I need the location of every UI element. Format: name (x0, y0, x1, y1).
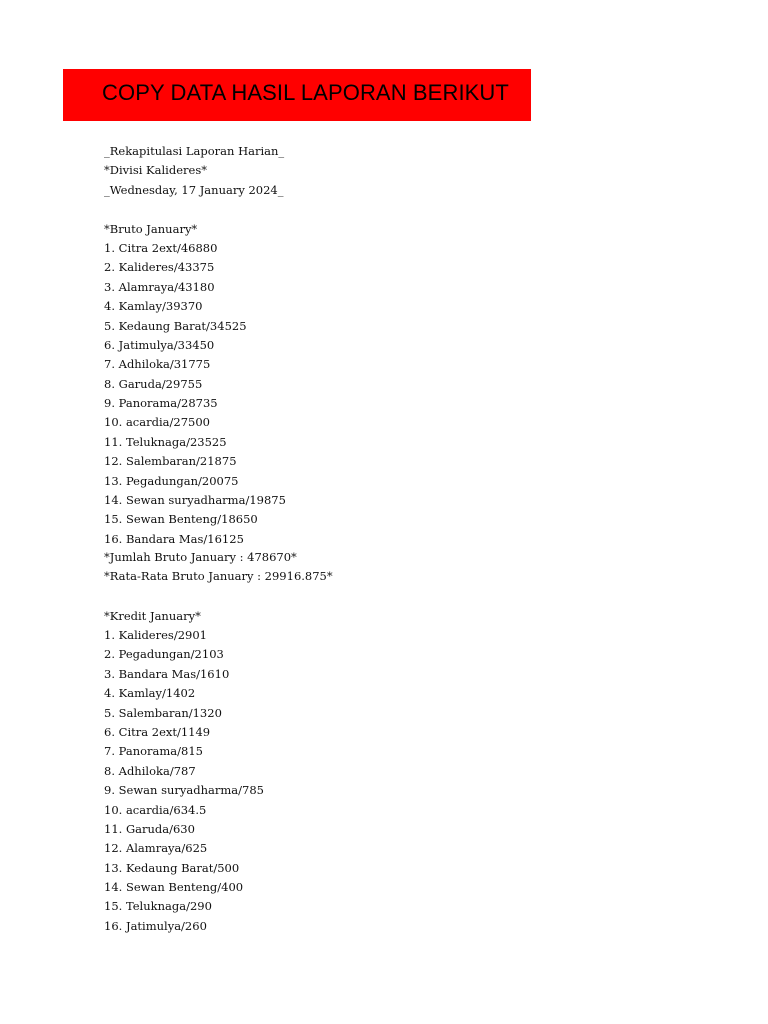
list-item (104, 645, 664, 664)
item-text: Sewan suryadharma/785 (118, 783, 264, 798)
item-number: 9. (104, 396, 115, 411)
item-number: 13. (104, 860, 123, 875)
item-number: 4. (104, 299, 115, 314)
item-text: Panorama/28735 (118, 396, 218, 411)
item-number: 10. (104, 802, 123, 817)
item-number: 6. (104, 724, 115, 739)
kredit-list (104, 626, 664, 936)
list-item (104, 781, 664, 800)
list-item (104, 239, 664, 258)
item-number: 12. (104, 454, 123, 469)
item-text: Kedaung Barat/34525 (118, 318, 247, 333)
spacer (104, 587, 664, 606)
item-number: 15. (104, 899, 123, 914)
list-item (104, 897, 664, 916)
item-text: Bandara Mas/1610 (118, 666, 230, 681)
list-item (104, 394, 664, 413)
list-item (104, 742, 664, 761)
item-text: Garuda/29755 (118, 376, 203, 391)
item-text: Kalideres/43375 (118, 260, 215, 275)
bruto-list (104, 239, 664, 549)
item-number: 16. (104, 918, 123, 933)
list-item (104, 626, 664, 645)
list-item (104, 762, 664, 781)
kredit-heading: *Kredit January* (104, 608, 201, 623)
list-item (104, 336, 664, 355)
item-number: 14. (104, 880, 123, 895)
item-number: 3. (104, 666, 115, 681)
banner-title: COPY DATA HASIL LAPORAN BERIKUT (102, 80, 509, 105)
item-text: Kalideres/2901 (118, 627, 207, 642)
item-number: 7. (104, 744, 115, 759)
list-item (104, 452, 664, 471)
report-body (104, 142, 664, 936)
item-text: Bandara Mas/16125 (125, 531, 244, 546)
item-text: Kamlay/39370 (118, 299, 203, 314)
list-item (104, 472, 664, 491)
bruto-average: *Rata-Rata Bruto January : 29916.875* (104, 569, 333, 584)
list-item (104, 684, 664, 703)
bruto-total: *Jumlah Bruto January : 478670* (104, 550, 297, 565)
item-number: 2. (104, 260, 115, 275)
item-number: 6. (104, 337, 115, 352)
list-item (104, 665, 664, 684)
item-text: Citra 2ext/46880 (118, 240, 218, 255)
report-title-line: _Rekapitulasi Laporan Harian_ (104, 144, 285, 158)
item-text: Teluknaga/23525 (125, 434, 227, 449)
spacer (104, 200, 664, 219)
item-text: Garuda/630 (125, 821, 195, 836)
item-number: 1. (104, 627, 115, 642)
division-line: *Divisi Kalideres* (104, 163, 207, 178)
item-text: acardia/27500 (125, 415, 210, 430)
item-number: 11. (104, 821, 123, 836)
item-number: 8. (104, 376, 115, 391)
list-item (104, 355, 664, 374)
item-text: acardia/634.5 (125, 802, 207, 817)
item-text: Kedaung Barat/500 (125, 860, 240, 875)
date-line: _Wednesday, 17 January 2024_ (104, 182, 284, 197)
item-text: Adhiloka/31775 (118, 357, 211, 372)
item-text: Alamraya/625 (125, 841, 208, 856)
list-item (104, 878, 664, 897)
item-number: 3. (104, 279, 115, 294)
list-item (104, 317, 664, 336)
list-item (104, 491, 664, 510)
list-item (104, 859, 664, 878)
list-item (104, 839, 664, 858)
item-text: Jatimulya/260 (125, 918, 207, 933)
item-number: 5. (104, 318, 115, 333)
item-number: 15. (104, 512, 123, 527)
item-number: 13. (104, 473, 123, 488)
item-text: Pegadungan/20075 (125, 473, 239, 488)
list-item (104, 258, 664, 277)
item-text: Sewan Benteng/18650 (125, 512, 258, 527)
item-number: 5. (104, 705, 115, 720)
item-number: 9. (104, 783, 115, 798)
item-number: 12. (104, 841, 123, 856)
item-number: 10. (104, 415, 123, 430)
item-text: Pegadungan/2103 (118, 647, 224, 662)
item-text: Citra 2ext/1149 (118, 724, 211, 739)
item-number: 2. (104, 647, 115, 662)
item-number: 11. (104, 434, 123, 449)
item-number: 16. (104, 531, 123, 546)
title-banner (63, 69, 531, 121)
list-item (104, 801, 664, 820)
item-text: Kamlay/1402 (118, 686, 196, 701)
list-item (104, 297, 664, 316)
item-text: Salembaran/1320 (118, 705, 222, 720)
list-item (104, 510, 664, 529)
bruto-heading: *Bruto January* (104, 221, 198, 236)
item-text: Alamraya/43180 (118, 279, 215, 294)
item-text: Adhiloka/787 (118, 763, 196, 778)
item-number: 14. (104, 493, 123, 508)
list-item (104, 433, 664, 452)
list-item (104, 723, 664, 742)
item-text: Jatimulya/33450 (118, 337, 215, 352)
list-item (104, 413, 664, 432)
list-item (104, 820, 664, 839)
item-number: 4. (104, 686, 115, 701)
list-item (104, 704, 664, 723)
list-item (104, 278, 664, 297)
item-text: Salembaran/21875 (125, 454, 237, 469)
list-item (104, 917, 664, 936)
list-item (104, 530, 664, 549)
item-text: Sewan suryadharma/19875 (125, 493, 286, 508)
item-number: 1. (104, 240, 115, 255)
item-number: 7. (104, 357, 115, 372)
item-text: Teluknaga/290 (125, 899, 212, 914)
item-text: Sewan Benteng/400 (125, 880, 244, 895)
item-number: 8. (104, 763, 115, 778)
item-text: Panorama/815 (118, 744, 203, 759)
list-item (104, 375, 664, 394)
